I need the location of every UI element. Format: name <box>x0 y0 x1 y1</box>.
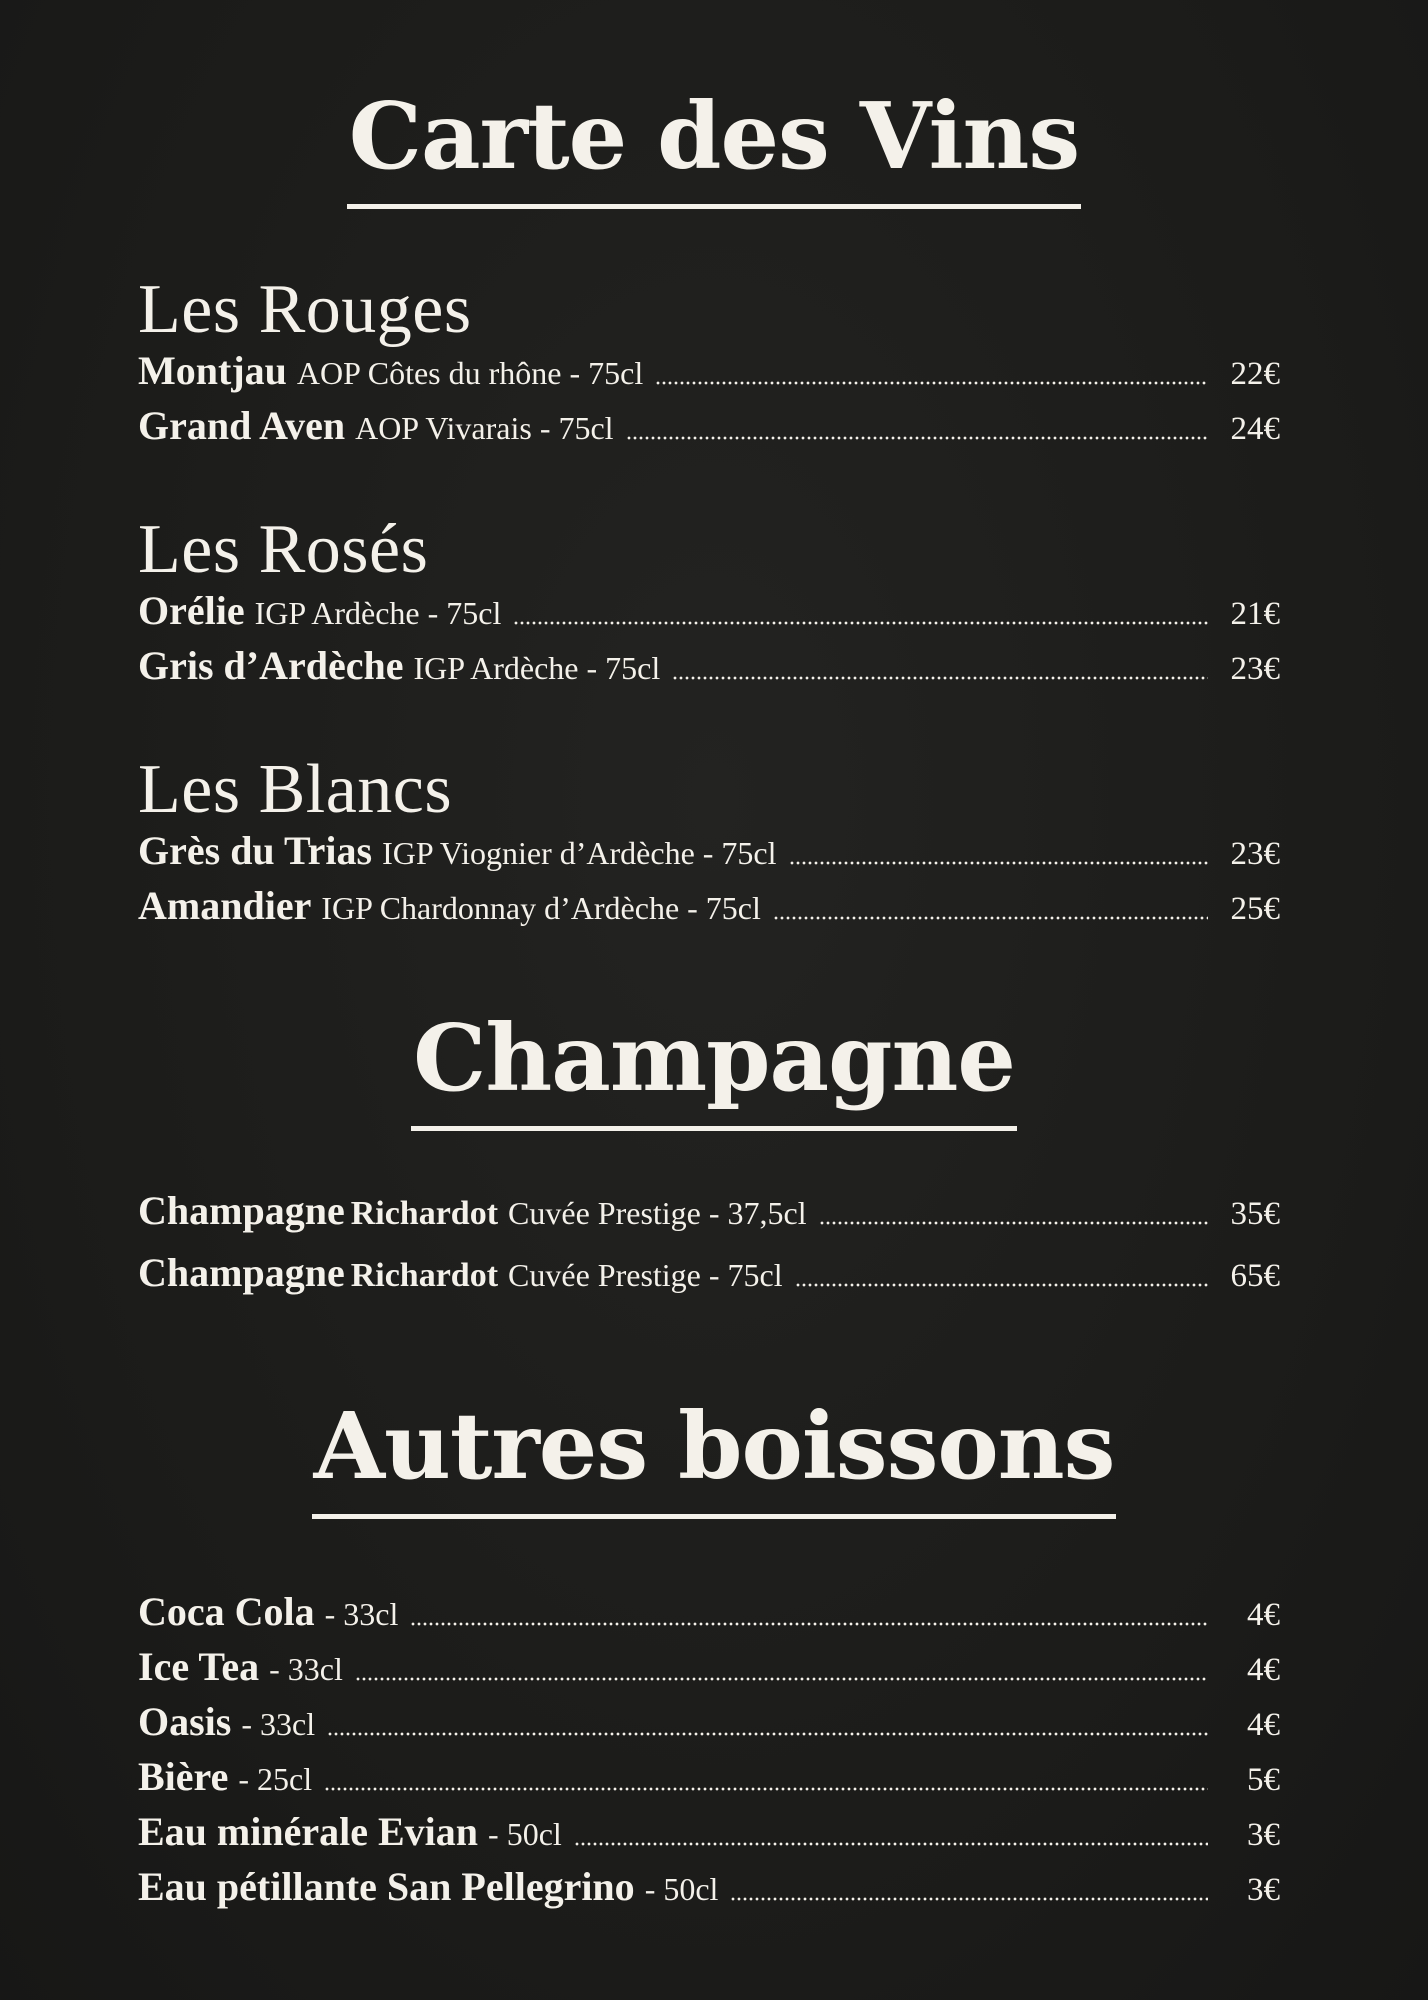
menu-item <box>138 347 1280 394</box>
item-description: - 25cl <box>238 1761 313 1797</box>
dot-leader <box>513 621 1208 625</box>
item-name: Gris d’Ardèche <box>138 643 404 688</box>
item-description: - 50cl <box>488 1816 562 1852</box>
dot-leader <box>327 1732 1208 1736</box>
menu-item <box>138 1588 1280 1635</box>
item-description: - 50cl <box>644 1871 719 1907</box>
item-price: 23€ <box>1230 836 1280 872</box>
dot-leader <box>795 1283 1208 1287</box>
dot-leader <box>655 381 1208 385</box>
red-wines-heading: Les Rouges <box>138 271 472 348</box>
item-price: 22€ <box>1230 356 1280 392</box>
item-description: IGP Chardonnay d’Ardèche - 75cl <box>321 890 761 926</box>
dot-leader <box>819 1221 1208 1225</box>
item-description: AOP Côtes du rhône - 75cl <box>296 355 644 391</box>
item-name: Ice Tea <box>138 1644 260 1689</box>
item-name: Bière <box>138 1754 229 1799</box>
wine-list-title: Carte des Vins <box>0 90 1428 209</box>
item-price: 24€ <box>1230 411 1280 447</box>
item-description: IGP Viognier d’Ardèche - 75cl <box>382 835 777 871</box>
menu-item <box>138 1753 1280 1800</box>
item-brand: Richardot <box>350 1257 499 1294</box>
item-name: Grand Aven <box>138 403 346 448</box>
menu-item <box>138 587 1280 634</box>
item-name: Orélie <box>138 588 245 633</box>
menu-item <box>138 1808 1280 1855</box>
item-name: Amandier <box>138 883 312 928</box>
item-price: 35€ <box>1230 1196 1280 1232</box>
item-name: Coca Cola <box>138 1589 315 1634</box>
item-description: - 33cl <box>241 1706 316 1742</box>
dot-leader <box>574 1842 1208 1846</box>
menu-item <box>138 1187 1280 1234</box>
item-description: Cuvée Prestige - 75cl <box>508 1257 783 1293</box>
item-price: 5€ <box>1247 1762 1280 1798</box>
item-price: 4€ <box>1247 1652 1280 1688</box>
item-description: IGP Ardèche - 75cl <box>254 595 502 631</box>
item-price: 25€ <box>1230 891 1280 927</box>
item-name: Champagne <box>138 1188 345 1233</box>
item-name: Eau pétillante San Pellegrino <box>138 1864 635 1909</box>
item-name: Eau minérale Evian <box>138 1809 479 1854</box>
menu-item <box>138 402 1280 449</box>
item-price: 3€ <box>1247 1817 1280 1853</box>
rose-wines-heading: Les Rosés <box>138 511 429 588</box>
item-price: 3€ <box>1247 1872 1280 1908</box>
menu-item <box>138 642 1280 689</box>
item-description: - 33cl <box>324 1596 399 1632</box>
item-name: Montjau <box>138 348 287 393</box>
other-drinks-title: Autres boissons <box>0 1400 1428 1519</box>
dot-leader <box>324 1787 1208 1791</box>
menu-item <box>138 1863 1280 1910</box>
item-brand: Richardot <box>350 1195 499 1232</box>
item-price: 23€ <box>1230 651 1280 687</box>
item-description: AOP Vivarais - 75cl <box>355 410 614 446</box>
item-price: 65€ <box>1230 1258 1280 1294</box>
menu-item <box>138 882 1280 929</box>
dot-leader <box>672 676 1208 680</box>
menu-item <box>138 827 1280 874</box>
menu-item <box>138 1643 1280 1690</box>
menu-item <box>138 1249 1280 1296</box>
item-description: - 33cl <box>269 1651 343 1687</box>
dot-leader <box>730 1897 1208 1901</box>
item-price: 4€ <box>1247 1597 1280 1633</box>
dot-leader <box>626 436 1208 440</box>
dot-leader <box>773 916 1208 920</box>
item-description: IGP Ardèche - 75cl <box>413 650 661 686</box>
dot-leader <box>410 1622 1208 1626</box>
item-price: 4€ <box>1247 1707 1280 1743</box>
item-name: Oasis <box>138 1699 232 1744</box>
dot-leader <box>355 1677 1208 1681</box>
menu-item <box>138 1698 1280 1745</box>
champagne-title: Champagne <box>0 1012 1428 1131</box>
item-name: Grès du Trias <box>138 828 373 873</box>
item-name: Champagne <box>138 1250 345 1295</box>
white-wines-heading: Les Blancs <box>138 751 453 828</box>
item-description: Cuvée Prestige - 37,5cl <box>508 1195 807 1231</box>
item-price: 21€ <box>1230 596 1280 632</box>
dot-leader <box>789 861 1208 865</box>
